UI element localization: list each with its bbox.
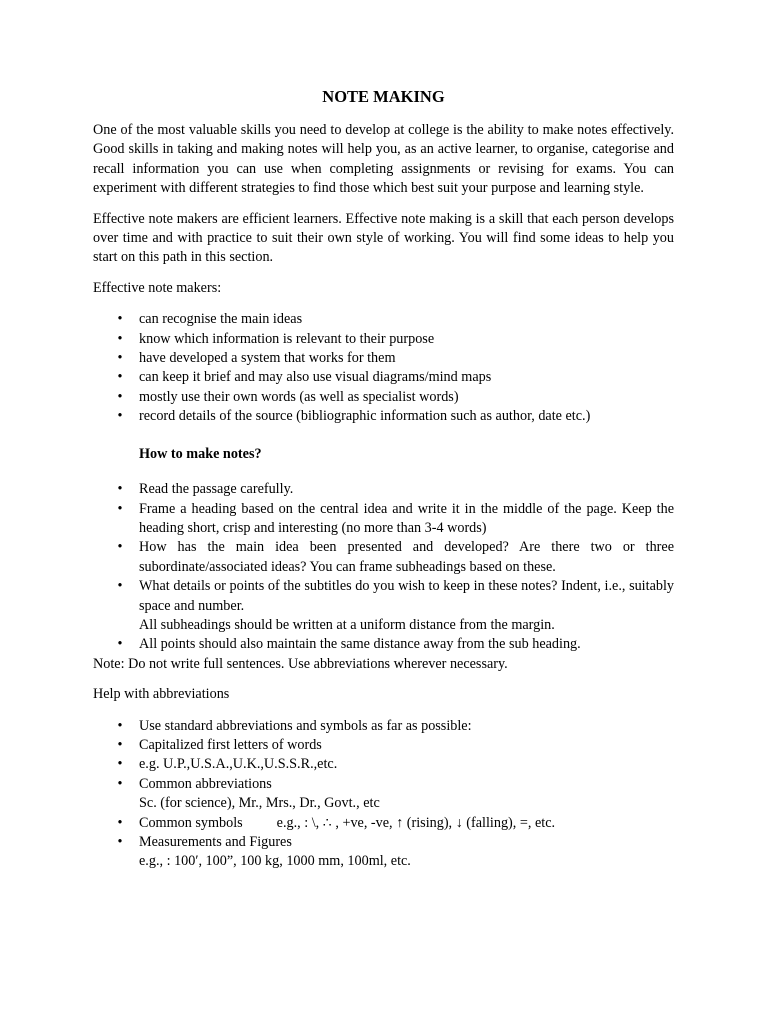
bullet-icon: • xyxy=(117,736,123,753)
list-item: • All points should also maintain the same distance away from the sub heading. xyxy=(93,635,674,654)
list-item: • How has the main idea been presented and developed? Are there two or three subordinate/associated ideas? You can frame subheadings based on these. xyxy=(93,538,674,577)
bullet-icon: • xyxy=(117,350,123,367)
list-item: • Use standard abbreviations and symbols as far as possible: xyxy=(93,717,674,736)
measurements-detail: e.g., : 100′, 100”, 100 kg, 1000 mm, 100ml, etc. xyxy=(139,853,411,870)
list-item xyxy=(93,814,674,833)
how-to-heading: How to make notes? xyxy=(139,445,262,462)
list-item xyxy=(93,833,674,872)
bullet-icon: • xyxy=(117,834,123,850)
bullet-icon: • xyxy=(117,500,123,517)
how-to-list xyxy=(93,480,674,655)
bullet-icon: • xyxy=(117,717,123,734)
effective-heading: Effective note makers: xyxy=(93,279,222,296)
bullet-icon: • xyxy=(117,408,123,425)
list-item: • Frame a heading based on the central idea and write it in the middle of the page. Keep the heading short, crisp and interesting (no more than 3-4 words) xyxy=(93,500,674,539)
abbrev-heading: Help with abbreviations xyxy=(93,686,230,703)
list-item: • mostly use their own words (as well as specialist words) xyxy=(93,388,674,407)
note-text: Note: Do not write full sentences. Use abbreviations wherever necessary. xyxy=(93,655,508,672)
bullet-icon: • xyxy=(117,481,123,498)
list-item: • Capitalized first letters of words xyxy=(93,736,674,755)
intro-paragraph: One of the most valuable skills you need to develop at college is the ability to make notes effectively. Good skills in taking and making notes will help you, as an active learner, to organise, categorise and recall information you can use when completing assignments or revising for exams. You can experiment with different strategies to find those which best suit your purpose and learning style. xyxy=(93,122,674,197)
list-item: • can recognise the main ideas xyxy=(93,310,674,329)
bullet-icon: • xyxy=(117,330,123,347)
effective-list xyxy=(93,310,674,426)
effective-paragraph: Effective note makers are efficient learners. Effective note making is a skill that each person develops over time and with practice to suit their own style of working. You will find some ideas to help you start on this path in this section. xyxy=(93,210,674,266)
symbols-detail: e.g., : \, ∴ , +ve, -ve, ↑ (rising), ↓ (falling), =, etc. xyxy=(276,814,556,831)
bullet-icon: • xyxy=(117,756,123,773)
bullet-icon: • xyxy=(117,311,123,328)
bullet-icon: • xyxy=(117,539,123,556)
bullet-icon: • xyxy=(117,636,123,653)
page-title: NOTE MAKING xyxy=(322,87,445,106)
list-item: • Read the passage carefully. xyxy=(93,480,674,499)
measurements-label: Measurements and Figures xyxy=(139,834,292,850)
bullet-icon: • xyxy=(117,578,123,595)
bullet-icon: • xyxy=(117,369,123,386)
list-item: • have developed a system that works for them xyxy=(93,349,674,368)
list-item: • know which information is relevant to their purpose xyxy=(93,330,674,349)
list-item: • What details or points of the subtitles do you wish to keep in these notes? Indent, i.e., suitably space and number. All subheadings should be written at a uniform distance from the margin. xyxy=(93,577,674,635)
bullet-icon: • xyxy=(117,814,123,831)
list-item: • can keep it brief and may also use visual diagrams/mind maps xyxy=(93,368,674,387)
abbrev-list xyxy=(93,717,674,872)
document-page xyxy=(93,86,674,872)
list-item: • Common abbreviations Sc. (for science), Mr., Mrs., Dr., Govt., etc xyxy=(93,775,674,814)
subheading-note: All subheadings should be written at a uniform distance from the margin. xyxy=(139,616,555,633)
common-abbrev-detail: Sc. (for science), Mr., Mrs., Dr., Govt., etc xyxy=(139,795,380,812)
list-item: • e.g. U.P.,U.S.A.,U.K.,U.S.S.R.,etc. xyxy=(93,755,674,774)
list-item: • record details of the source (bibliographic information such as author, date etc.) xyxy=(93,407,674,426)
symbols-label: Common symbols xyxy=(139,814,243,831)
bullet-icon: • xyxy=(117,388,123,405)
bullet-icon: • xyxy=(117,775,123,792)
